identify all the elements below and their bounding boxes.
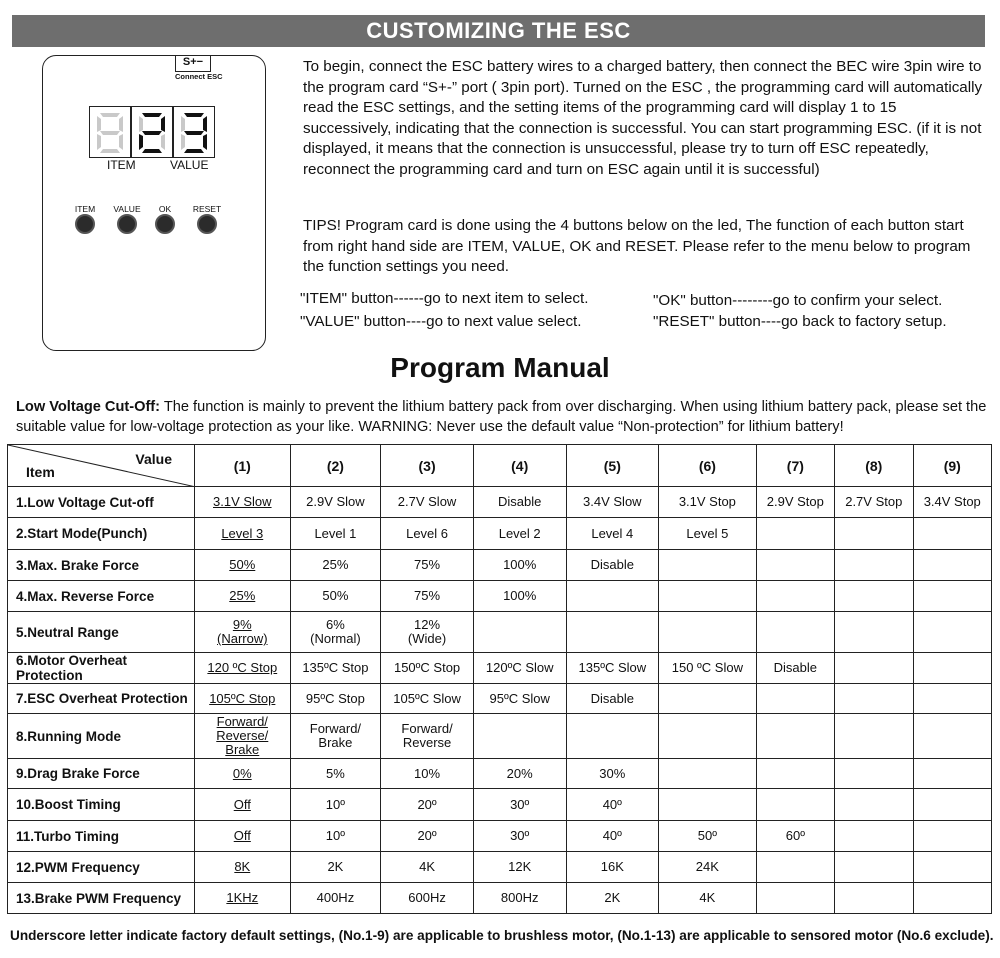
- column-header: (9): [913, 445, 992, 487]
- row-item-label: 6.Motor Overheat Protection: [8, 653, 195, 684]
- value-cell: [913, 883, 992, 914]
- column-header: (2): [290, 445, 381, 487]
- value-text: Disable: [498, 494, 542, 509]
- table-row: [8, 714, 992, 759]
- value-cell: [381, 581, 474, 612]
- value-text: 100%: [503, 588, 537, 603]
- corner-item-label: Item: [26, 464, 55, 480]
- default-value-text: 105ºC Stop: [209, 690, 276, 706]
- value-cell: [756, 518, 834, 550]
- value-cell: [381, 653, 474, 684]
- value-cell: [835, 852, 913, 883]
- value-cell: [566, 581, 659, 612]
- value-cell: [913, 852, 992, 883]
- value-cell: [473, 581, 566, 612]
- low-voltage-description: [16, 397, 991, 437]
- button-label-value: VALUE: [113, 204, 141, 214]
- value-text: 800Hz: [500, 890, 539, 905]
- value-text: 30º: [510, 796, 530, 812]
- value-cell: [756, 852, 834, 883]
- intro-paragraph: To begin, connect the ESC battery wires to a charged battery, then connect the BEC wire 3pin wire to the program card “S+-” port ( 3pin port). Turned on the ESC , the programming card will automatically read the ESC settings, and the setting items of the programming card will display 1 to 15 successively, indicating that the connection is successful. You can start programming ESC. (if it is not displayed, it means that the connection is unsuccessful, please try to turn off ESC repeatedly, reconnect the programming card and turn on ESC again until it is successful): [303, 58, 983, 178]
- default-value-text: Level 3: [221, 525, 264, 541]
- value-cell: [290, 821, 381, 852]
- value-cell: [381, 684, 474, 714]
- table-row: [8, 612, 992, 653]
- value-text: 6% (Normal): [310, 617, 361, 646]
- column-header: (4): [473, 445, 566, 487]
- value-text: 3.4V Stop: [923, 494, 981, 509]
- value-cell: [290, 883, 381, 914]
- intro-text: [303, 57, 988, 180]
- button-label-ok: OK: [158, 204, 172, 214]
- ok-button[interactable]: [155, 214, 175, 234]
- default-value-text: 120 ºC Stop: [207, 660, 278, 675]
- default-value-text: Off: [233, 828, 251, 843]
- value-cell: [835, 714, 913, 759]
- value-text: 135ºC Slow: [578, 660, 647, 675]
- digit-8-icon: [89, 106, 131, 158]
- value-cell: [756, 883, 834, 914]
- value-text: Level 4: [591, 525, 634, 541]
- value-cell: [381, 550, 474, 581]
- value-cell: [473, 759, 566, 789]
- value-cell: [566, 852, 659, 883]
- item-button[interactable]: [75, 214, 95, 234]
- value-text: 50º: [697, 828, 717, 843]
- default-value-cell: [195, 518, 291, 550]
- value-text: 400Hz: [316, 890, 355, 905]
- value-cell: [913, 759, 992, 789]
- digit-2-icon: [131, 106, 173, 158]
- value-cell: [566, 714, 659, 759]
- default-value-text: 1KHz: [226, 890, 259, 905]
- value-cell: [659, 581, 757, 612]
- value-cell: [756, 821, 834, 852]
- value-cell: [473, 684, 566, 714]
- value-cell: [290, 581, 381, 612]
- value-text: 100%: [503, 557, 537, 572]
- value-cell: [659, 487, 757, 518]
- row-item-label: 4.Max. Reverse Force: [8, 581, 195, 612]
- value-cell: [756, 487, 834, 518]
- table-row: [8, 581, 992, 612]
- value-text: 600Hz: [408, 890, 446, 905]
- value-text: 95ºC Slow: [489, 690, 550, 706]
- value-cell: [913, 714, 992, 759]
- value-text: 10%: [414, 765, 441, 781]
- tips-text: TIPS! Program card is done using the 4 buttons below on the led, The function of each button start from right hand side are ITEM, VALUE, OK and RESET. Please refer to the menu below to program the function settings you need.: [303, 217, 971, 275]
- lvc-text: The function is mainly to prevent the lithium battery pack from over discharging. When using lithium battery pack, please set the suitable value for low-voltage protection as your like. WARNING: Never use the default value “Non-protection” for lithium battery!: [16, 399, 987, 435]
- value-cell: [566, 759, 659, 789]
- value-text: Level 6: [406, 525, 449, 541]
- port-label: Connect ESC: [175, 72, 223, 81]
- row-item-label: 13.Brake PWM Frequency: [8, 883, 195, 914]
- value-cell: [835, 789, 913, 821]
- table-row: [8, 653, 992, 684]
- value-text: 4K: [419, 859, 436, 874]
- value-cell: [913, 789, 992, 821]
- default-value-cell: [195, 759, 291, 789]
- value-text: 20º: [417, 796, 437, 812]
- value-cell: [756, 550, 834, 581]
- value-cell: [566, 789, 659, 821]
- value-cell: [835, 518, 913, 550]
- value-text: 24K: [695, 859, 719, 874]
- value-cell: [381, 821, 474, 852]
- value-cell: [913, 653, 992, 684]
- value-text: 95ºC Stop: [305, 690, 365, 706]
- value-cell: [913, 684, 992, 714]
- value-cell: [290, 518, 381, 550]
- value-cell: [659, 789, 757, 821]
- value-text: 12K: [508, 859, 532, 874]
- value-cell: [381, 612, 474, 653]
- default-value-cell: [195, 612, 291, 653]
- row-item-label: 8.Running Mode: [8, 714, 195, 759]
- value-text: 3.1V Stop: [678, 494, 736, 509]
- table-row: [8, 821, 992, 852]
- value-cell: [756, 653, 834, 684]
- value-cell: [566, 487, 659, 518]
- corner-value-label: Value: [135, 451, 172, 467]
- table-body: [8, 487, 992, 914]
- value-text: 2.9V Slow: [306, 494, 365, 509]
- table-row: [8, 684, 992, 714]
- default-value-cell: [195, 821, 291, 852]
- default-value-text: 3.1V Slow: [213, 494, 272, 509]
- value-text: Forward/ Reverse: [401, 721, 453, 750]
- value-cell: [381, 487, 474, 518]
- value-cell: [381, 852, 474, 883]
- display-label-value: VALUE: [170, 158, 209, 172]
- value-cell: [659, 759, 757, 789]
- value-cell: [473, 821, 566, 852]
- value-cell: [659, 550, 757, 581]
- column-header: (5): [566, 445, 659, 487]
- value-cell: [290, 612, 381, 653]
- value-cell: [290, 852, 381, 883]
- default-value-text: Off: [233, 796, 251, 812]
- value-text: 60º: [785, 828, 805, 843]
- value-text: 150 ºC Slow: [671, 660, 743, 675]
- value-cell: [473, 789, 566, 821]
- row-item-label: 7.ESC Overheat Protection: [8, 684, 195, 714]
- table-header-row: [8, 445, 992, 487]
- value-cell: [756, 612, 834, 653]
- value-cell: [835, 883, 913, 914]
- value-cell: [756, 684, 834, 714]
- value-text: 40º: [602, 796, 622, 812]
- value-cell: [290, 653, 381, 684]
- key-ok-desc: "OK" button--------go to confirm your select.: [653, 292, 943, 309]
- value-cell: [835, 581, 913, 612]
- display-label-item: ITEM: [107, 158, 136, 172]
- table-row: [8, 759, 992, 789]
- value-cell: [659, 518, 757, 550]
- button-label-reset: RESET: [192, 204, 222, 214]
- value-text: 2K: [327, 859, 344, 874]
- section-banner: [12, 15, 985, 47]
- value-cell: [756, 581, 834, 612]
- button-label-item: ITEM: [74, 204, 96, 214]
- value-cell: [473, 518, 566, 550]
- default-value-cell: [195, 789, 291, 821]
- value-button[interactable]: [117, 214, 137, 234]
- value-cell: [835, 612, 913, 653]
- value-text: 20%: [506, 765, 533, 781]
- default-value-cell: [195, 487, 291, 518]
- value-text: 105ºC Slow: [393, 690, 461, 706]
- default-value-cell: [195, 550, 291, 581]
- row-item-label: 9.Drag Brake Force: [8, 759, 195, 789]
- value-text: 2.7V Slow: [397, 494, 457, 509]
- value-cell: [835, 759, 913, 789]
- value-cell: [290, 550, 381, 581]
- default-value-text: Forward/ Reverse/ Brake: [216, 714, 269, 757]
- table-row: [8, 518, 992, 550]
- value-text: 2.9V Stop: [766, 494, 824, 509]
- value-cell: [473, 653, 566, 684]
- column-header: (3): [381, 445, 474, 487]
- value-cell: [913, 518, 992, 550]
- key-item-desc: "ITEM" button------go to next item to select.: [300, 290, 589, 307]
- value-text: Disable: [773, 660, 818, 675]
- value-cell: [913, 487, 992, 518]
- value-text: 20º: [417, 828, 437, 843]
- value-text: 30%: [599, 765, 626, 781]
- value-cell: [913, 821, 992, 852]
- value-text: 75%: [414, 557, 441, 572]
- value-text: 40º: [602, 828, 622, 843]
- value-cell: [566, 653, 659, 684]
- value-text: 5%: [326, 765, 345, 781]
- value-cell: [381, 789, 474, 821]
- table-corner-cell: [8, 445, 195, 487]
- value-text: 12% (Wide): [407, 617, 447, 646]
- default-value-text: 50%: [229, 557, 256, 572]
- default-value-text: 8K: [234, 859, 251, 874]
- reset-button[interactable]: [197, 214, 217, 234]
- value-cell: [835, 653, 913, 684]
- row-item-label: 11.Turbo Timing: [8, 821, 195, 852]
- default-value-text: 25%: [229, 588, 256, 603]
- row-item-label: 2.Start Mode(Punch): [8, 518, 195, 550]
- value-text: 16K: [600, 859, 624, 874]
- default-value-cell: [195, 653, 291, 684]
- value-cell: [290, 487, 381, 518]
- default-value-text: 0%: [232, 765, 252, 781]
- connect-port: [175, 55, 227, 83]
- value-cell: [659, 821, 757, 852]
- key-reset-desc: "RESET" button----go back to factory setup.: [653, 313, 947, 330]
- value-text: Level 1: [314, 525, 357, 541]
- value-text: Disable: [590, 690, 634, 706]
- value-cell: [473, 852, 566, 883]
- value-cell: [381, 714, 474, 759]
- value-cell: [659, 684, 757, 714]
- default-value-cell: [195, 581, 291, 612]
- row-item-label: 3.Max. Brake Force: [8, 550, 195, 581]
- row-item-label: 12.PWM Frequency: [8, 852, 195, 883]
- value-cell: [381, 518, 474, 550]
- value-text: 120ºC Slow: [485, 660, 554, 675]
- value-text: 135ºC Stop: [302, 660, 369, 675]
- port-symbol: S+−: [175, 55, 211, 72]
- value-text: 75%: [414, 588, 441, 603]
- value-text: 3.4V Slow: [583, 494, 642, 509]
- column-header: (6): [659, 445, 757, 487]
- default-value-cell: [195, 684, 291, 714]
- value-text: Level 2: [498, 525, 541, 541]
- value-cell: [381, 759, 474, 789]
- value-cell: [290, 759, 381, 789]
- program-table: [7, 444, 992, 914]
- value-cell: [659, 852, 757, 883]
- default-value-cell: [195, 852, 291, 883]
- banner-title: CUSTOMIZING THE ESC: [366, 18, 631, 43]
- value-cell: [566, 518, 659, 550]
- program-card-illustration: [42, 55, 266, 351]
- value-cell: [835, 487, 913, 518]
- value-cell: [566, 684, 659, 714]
- column-header: (8): [835, 445, 913, 487]
- value-cell: [290, 714, 381, 759]
- value-cell: [473, 883, 566, 914]
- value-cell: [659, 653, 757, 684]
- value-text: Disable: [590, 557, 634, 572]
- value-cell: [473, 487, 566, 518]
- value-cell: [835, 821, 913, 852]
- value-cell: [835, 550, 913, 581]
- value-text: Level 5: [686, 525, 729, 541]
- value-text: 50%: [322, 588, 349, 603]
- value-cell: [381, 883, 474, 914]
- key-value-desc: "VALUE" button----go to next value select.: [300, 313, 582, 330]
- value-text: 4K: [699, 890, 716, 905]
- value-cell: [913, 612, 992, 653]
- value-cell: [756, 714, 834, 759]
- table-row: [8, 789, 992, 821]
- row-item-label: 1.Low Voltage Cut-off: [8, 487, 195, 518]
- value-text: 150ºC Stop: [393, 660, 461, 675]
- row-item-label: 5.Neutral Range: [8, 612, 195, 653]
- table-row: [8, 883, 992, 914]
- value-text: 10º: [325, 828, 346, 843]
- value-cell: [659, 714, 757, 759]
- value-text: 2K: [604, 890, 621, 905]
- value-cell: [913, 581, 992, 612]
- value-cell: [566, 612, 659, 653]
- value-cell: [566, 883, 659, 914]
- value-cell: [473, 714, 566, 759]
- value-text: Forward/ Brake: [309, 721, 362, 750]
- table-row: [8, 487, 992, 518]
- default-value-cell: [195, 883, 291, 914]
- value-cell: [913, 550, 992, 581]
- value-cell: [566, 821, 659, 852]
- table-row: [8, 550, 992, 581]
- column-header: (1): [195, 445, 291, 487]
- value-text: 30º: [510, 828, 530, 843]
- value-text: 2.7V Stop: [845, 494, 903, 509]
- value-cell: [756, 789, 834, 821]
- table-row: [8, 852, 992, 883]
- lvc-label: Low Voltage Cut-Off:: [16, 399, 161, 415]
- digit-3-icon: [173, 106, 215, 158]
- manual-title: Program Manual: [390, 352, 610, 383]
- default-value-text: 9% (Narrow): [217, 617, 268, 646]
- value-cell: [290, 684, 381, 714]
- default-value-cell: [195, 714, 291, 759]
- value-cell: [835, 684, 913, 714]
- value-text: 25%: [322, 557, 349, 572]
- column-header: (7): [756, 445, 834, 487]
- value-cell: [473, 612, 566, 653]
- value-cell: [566, 550, 659, 581]
- value-cell: [473, 550, 566, 581]
- footnote: Underscore letter indicate factory default settings, (No.1-9) are applicable to brushless motor, (No.1-13) are applicable to sensored motor (No.6 exclude).: [10, 928, 994, 943]
- value-text: 10º: [325, 796, 346, 812]
- value-cell: [290, 789, 381, 821]
- value-cell: [659, 612, 757, 653]
- value-cell: [659, 883, 757, 914]
- value-cell: [756, 759, 834, 789]
- row-item-label: 10.Boost Timing: [8, 789, 195, 821]
